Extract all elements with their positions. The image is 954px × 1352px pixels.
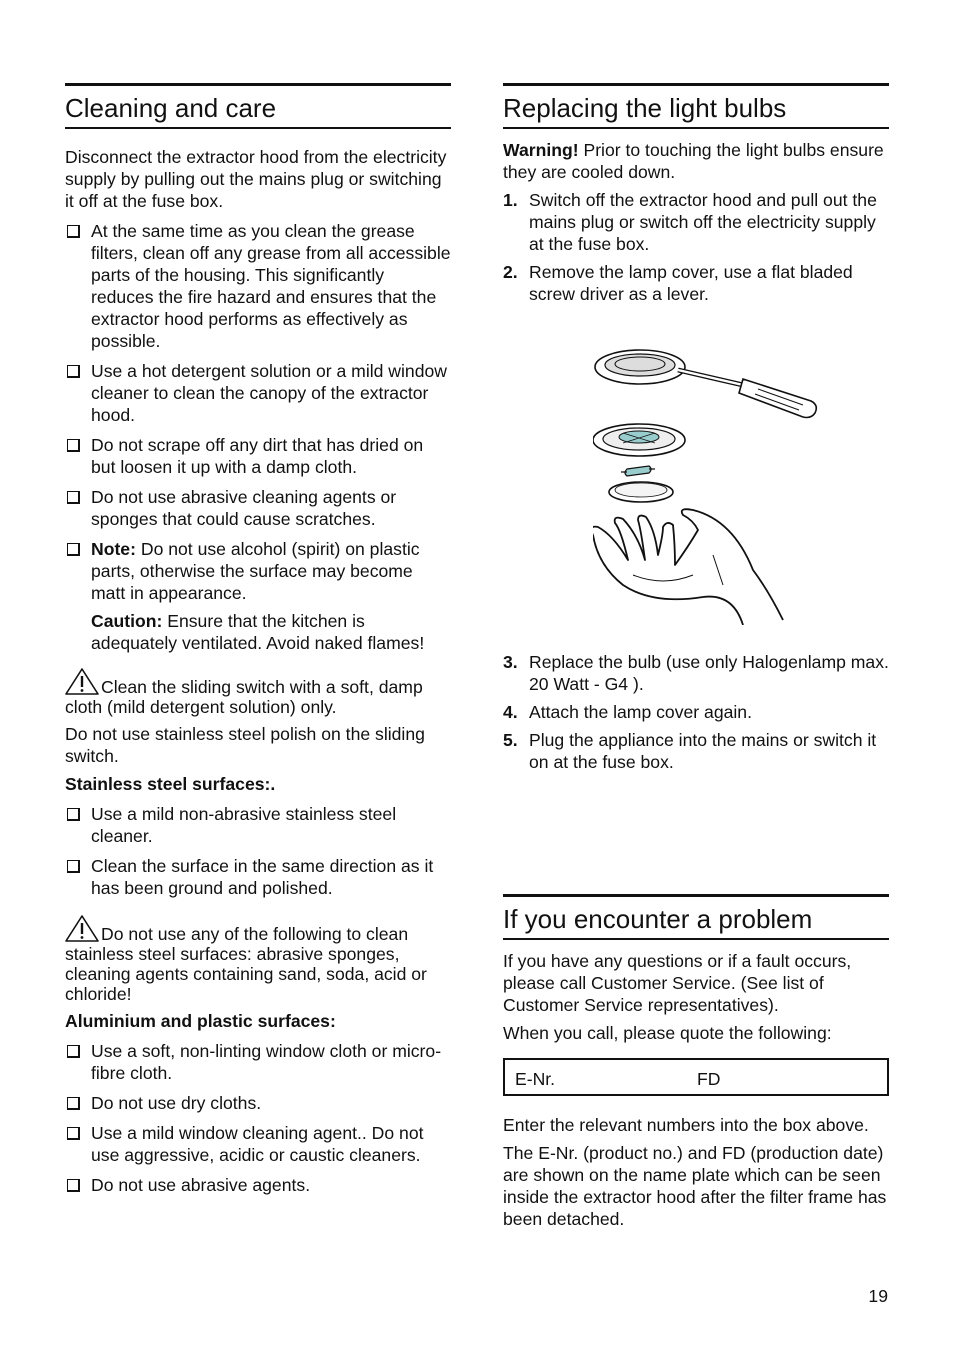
stainless-heading: Stainless steel surfaces:.	[65, 774, 276, 794]
bulbs-heading: Replacing the light bulbs	[503, 83, 889, 129]
warning-sliding-switch	[65, 668, 451, 717]
step-number: 3.	[503, 652, 518, 672]
enr-fd-box	[503, 1058, 889, 1096]
problem-paragraph: When you call, please quote the following:	[503, 1023, 832, 1043]
aluminium-heading: Aluminium and plastic surfaces:	[65, 1011, 336, 1031]
enr-label: E-Nr.	[515, 1069, 556, 1089]
step-number: 1.	[503, 190, 518, 210]
step-text: Remove the lamp cover, use a flat bladed screw driver as a lever.	[529, 262, 853, 304]
step-text: Plug the appliance into the mains or switch it on at the fuse box.	[529, 730, 877, 772]
list-item: Use a soft, non-linting window cloth or micro-fibre cloth.	[65, 1040, 451, 1084]
step-item	[503, 651, 889, 695]
list-item: At the same time as you clean the grease filters, clean off any grease from all accessible parts of the housing. This significantly reduces the fire hazard and ensures that the extractor hood performs as effectively as possible.	[65, 220, 451, 352]
list-item: Do not use abrasive cleaning agents or sponges that could cause scratches.	[65, 486, 451, 530]
fd-label: FD	[697, 1069, 721, 1089]
problem-paragraph: If you have any questions or if a fault occurs, please call Customer Service. (See list of Customer Service representatives).	[503, 951, 852, 1015]
step-item	[503, 189, 889, 255]
cleaning-list	[65, 220, 451, 654]
step-item	[503, 701, 889, 723]
step-number: 4.	[503, 702, 518, 722]
warning-text: Do not use any of the following to clean stainless steel surfaces: abrasive sponges, cleaning agents containing sand, soda, acid or chloride!	[65, 924, 427, 1004]
list-item: Use a mild non-abrasive stainless steel cleaner.	[65, 803, 451, 847]
list-item-note	[65, 538, 451, 654]
step-text: Attach the lamp cover again.	[529, 702, 752, 722]
note-text: Do not use alcohol (spirit) on plastic parts, otherwise the surface may become matt in appearance.	[91, 539, 420, 603]
cleaning-heading: Cleaning and care	[65, 83, 451, 129]
step-text: Switch off the extractor hood and pull out the mains plug or switch off the electricity supply at the fuse box.	[529, 190, 877, 254]
warning-text: Clean the sliding switch with a soft, damp cloth (mild detergent solution) only.	[65, 677, 423, 717]
bulb-warning	[503, 139, 889, 183]
caution-text: Ensure that the kitchen is adequately ventilated. Avoid naked flames!	[91, 611, 425, 653]
warning-text: Prior to touching the light bulbs ensure they are cooled down.	[503, 140, 884, 182]
cleaning-intro: Disconnect the extractor hood from the electricity supply by pulling out the mains plug or switching it off at the fuse box.	[65, 147, 447, 211]
list-item: Use a hot detergent solution or a mild window cleaner to clean the canopy of the extractor hood.	[65, 360, 451, 426]
problem-section	[503, 894, 889, 1230]
step-item	[503, 729, 889, 773]
bulb-replacement-illustration	[593, 335, 823, 625]
warning-stainless	[65, 915, 451, 1004]
aluminium-list	[65, 1040, 451, 1196]
bulbs-column	[503, 83, 889, 773]
list-item: Do not scrape off any dirt that has dried on but loosen it up with a damp cloth.	[65, 434, 451, 478]
step-number: 5.	[503, 730, 518, 750]
list-item: Clean the surface in the same direction as it has been ground and polished.	[65, 855, 451, 899]
step-item	[503, 261, 889, 305]
step-text: Replace the bulb (use only Halogenlamp max. 20 Watt - G4 ).	[529, 652, 889, 694]
steps-list-a	[503, 189, 889, 305]
warning-triangle-icon	[65, 668, 99, 695]
cleaning-column	[65, 83, 451, 1196]
step-number: 2.	[503, 262, 518, 282]
note-label: Note:	[91, 539, 136, 559]
warning-triangle-icon	[65, 915, 99, 942]
caution-label: Caution:	[91, 611, 163, 631]
problem-paragraph: Enter the relevant numbers into the box above.	[503, 1115, 869, 1135]
polish-note: Do not use stainless steel polish on the sliding switch.	[65, 724, 425, 766]
warning-label: Warning!	[503, 140, 579, 160]
page-number: 19	[868, 1286, 888, 1306]
problem-heading: If you encounter a problem	[503, 894, 889, 940]
list-item: Do not use dry cloths.	[65, 1092, 451, 1114]
list-item: Use a mild window cleaning agent.. Do not use aggressive, acidic or caustic cleaners.	[65, 1122, 451, 1166]
steps-list-b	[503, 651, 889, 773]
stainless-list	[65, 803, 451, 899]
caution-paragraph	[91, 610, 451, 654]
list-item: Do not use abrasive agents.	[65, 1174, 451, 1196]
problem-paragraph: The E-Nr. (product no.) and FD (production date) are shown on the name plate which can be seen inside the extractor hood after the filter frame has been detached.	[503, 1143, 887, 1229]
